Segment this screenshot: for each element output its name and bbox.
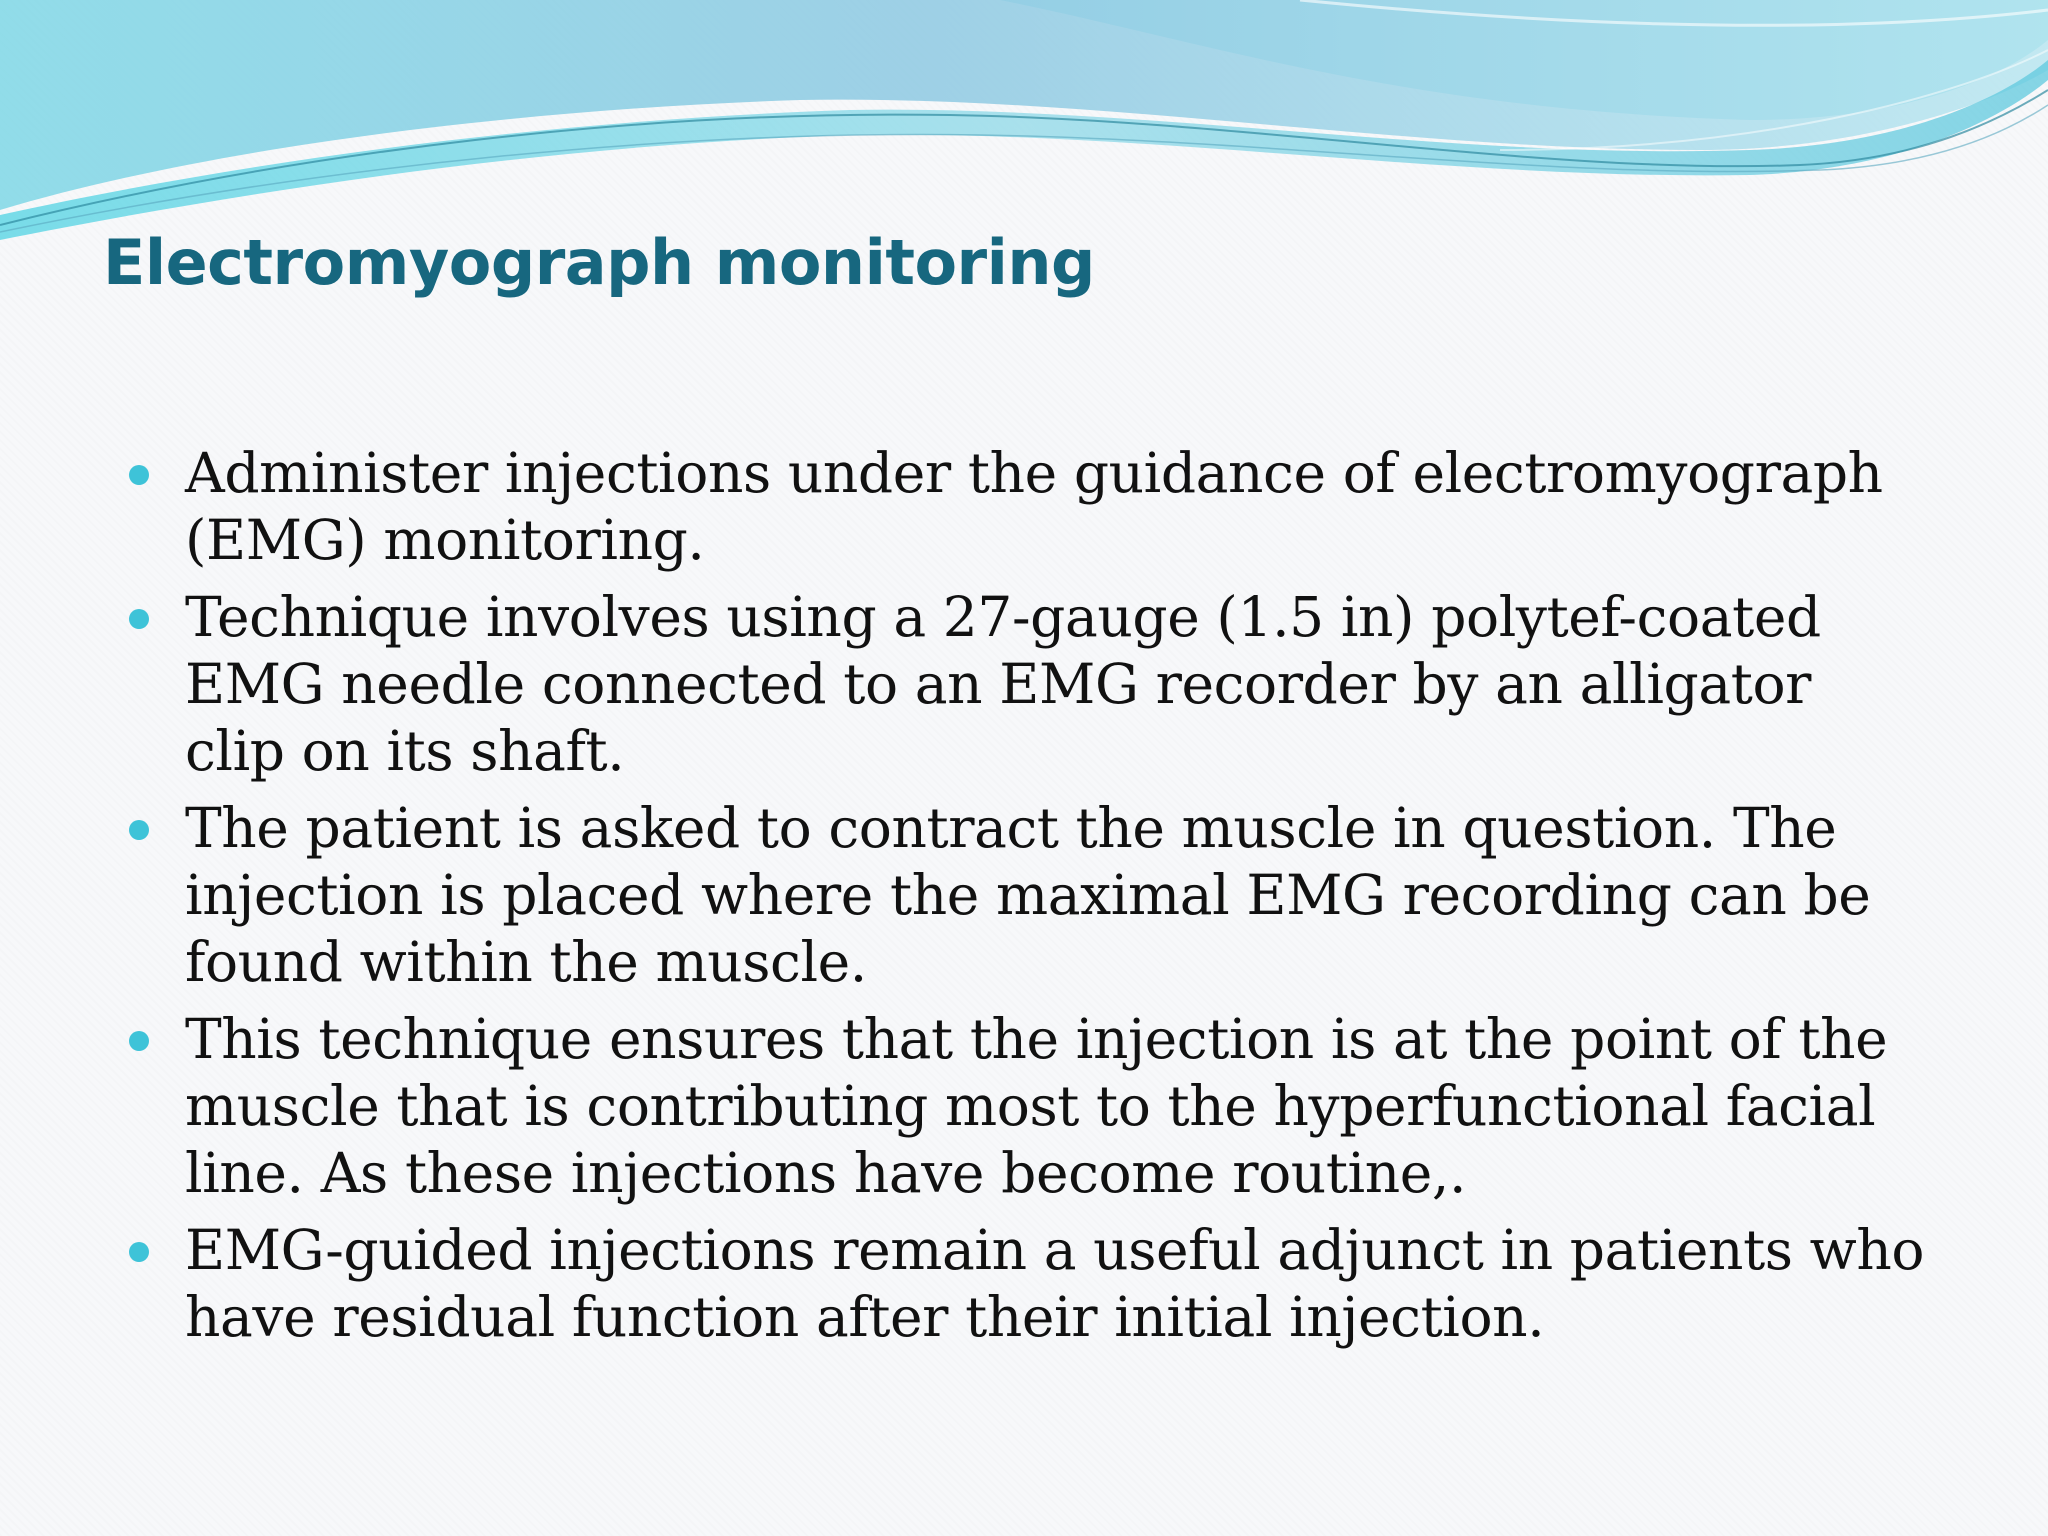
bullet-dot-icon (129, 820, 149, 840)
bullet-dot-icon (129, 1242, 149, 1262)
list-item (125, 1006, 1925, 1207)
bullet-dot-icon (129, 1031, 149, 1051)
bullet-text: The patient is asked to contract the muscle in question. The injection is placed where the maximal EMG recording can be found within the muscle. (185, 796, 1871, 994)
bullet-text: Technique involves using a 27-gauge (1.5 in) polytef-coated EMG needle connected to an EMG recorder by an alligator clip on its shaft. (185, 585, 1821, 783)
list-item (125, 795, 1925, 996)
bullet-list (125, 440, 1925, 1361)
bullet-text: EMG-guided injections remain a useful adjunct in patients who have residual function after their initial injection. (185, 1218, 1925, 1349)
bullet-dot-icon (129, 465, 149, 485)
slide-title: Electromyograph monitoring (103, 226, 1095, 299)
header-wave-decoration (0, 0, 2048, 240)
bullet-text: This technique ensures that the injection is at the point of the muscle that is contributing most to the hyperfunctional facial line. As these injections have become routine,. (185, 1007, 1888, 1205)
bullet-text: Administer injections under the guidance of electromyograph (EMG) monitoring. (185, 441, 1883, 572)
list-item (125, 584, 1925, 785)
list-item (125, 1217, 1925, 1351)
list-item (125, 440, 1925, 574)
bullet-dot-icon (129, 609, 149, 629)
